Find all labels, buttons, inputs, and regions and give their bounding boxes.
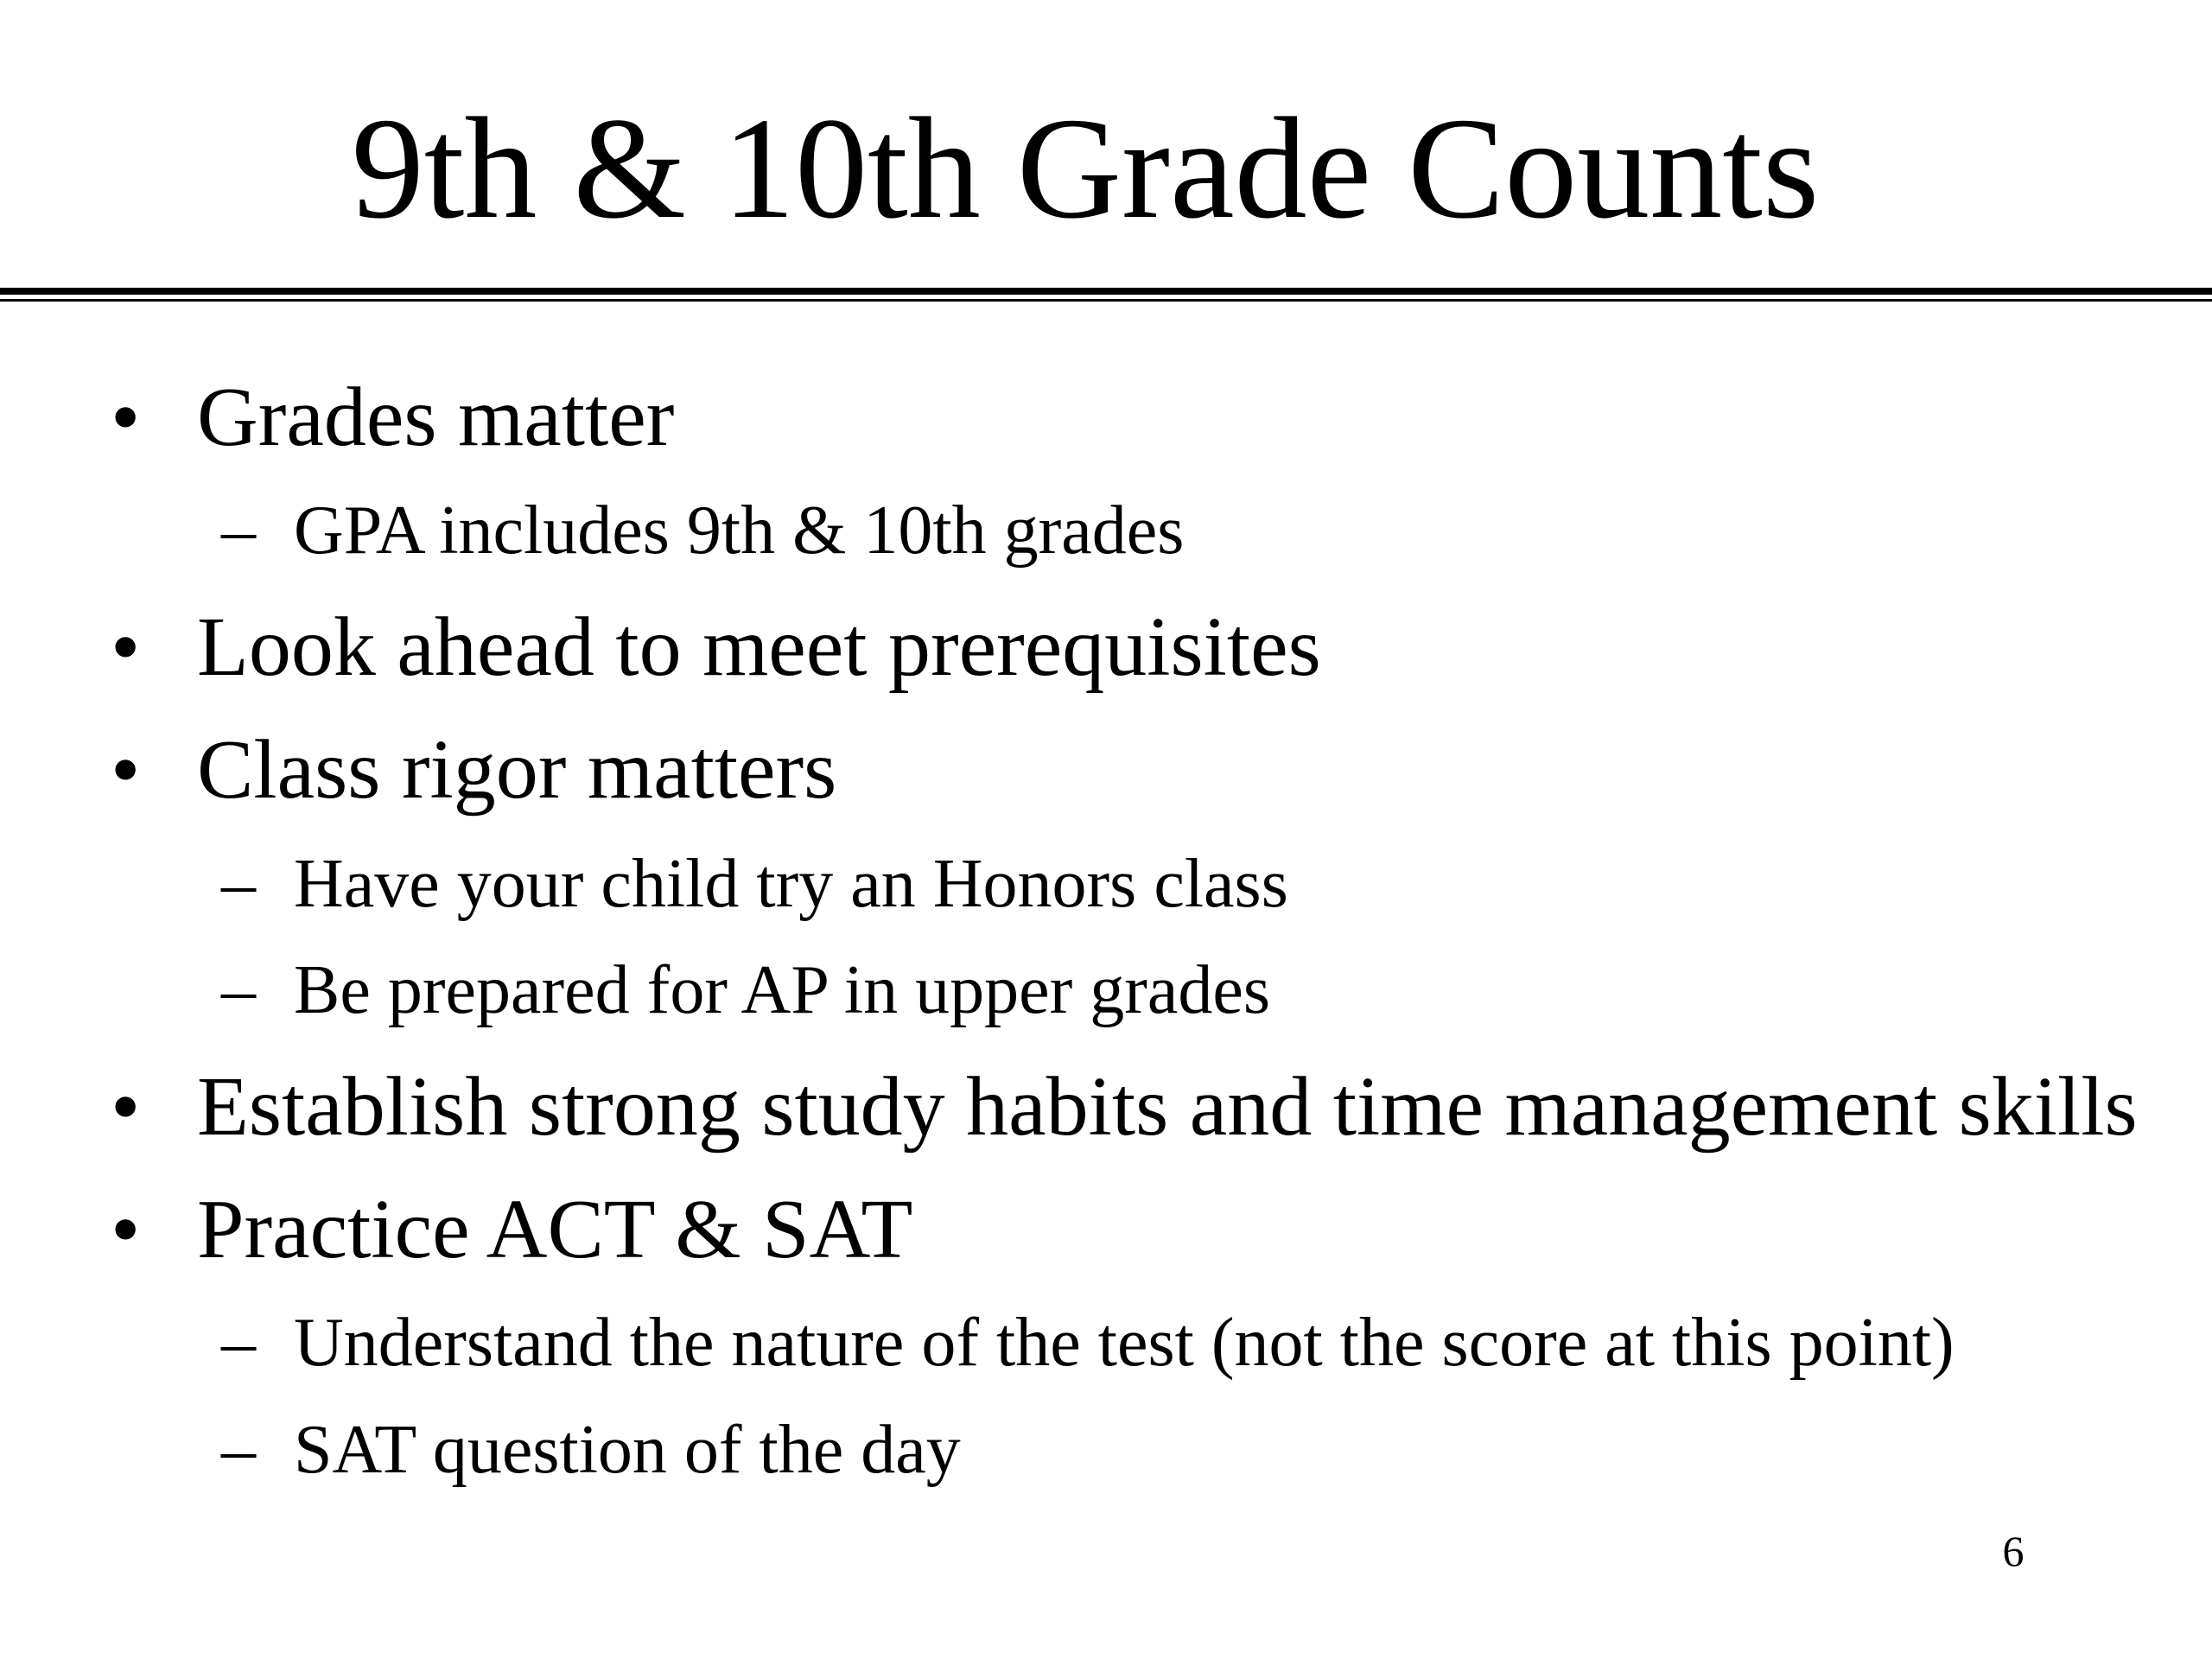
sub-bullet-text: SAT question of the day — [294, 1412, 961, 1488]
sub-bullet-text: GPA includes 9th & 10th grades — [294, 493, 1185, 569]
bullet-marker: • — [111, 601, 141, 694]
bullet-marker: • — [111, 1060, 141, 1154]
bullet-text: Look ahead to meet prerequisites — [197, 601, 1321, 694]
bullet-text: Practice ACT & SAT — [197, 1183, 913, 1276]
sub-bullet-marker: – — [221, 952, 256, 1028]
sub-bullet-text: Have your child try an Honors class — [294, 846, 1288, 922]
bullet-marker: • — [111, 371, 141, 464]
bullet-marker: • — [111, 1183, 141, 1276]
sub-bullet-text: Understand the nature of the test (not the score at this point) — [294, 1305, 1955, 1381]
sub-bullet-marker: – — [221, 846, 256, 922]
slide-title: 9th & 10th Grade Counts — [351, 88, 1820, 249]
sub-bullet-marker: – — [221, 1412, 256, 1488]
page-number: 6 — [2002, 1527, 2024, 1575]
bullet-text: Grades matter — [197, 371, 675, 464]
sub-bullet-marker: – — [221, 493, 256, 569]
bullet-text: Class rigor matters — [197, 723, 837, 817]
bullet-text: Establish strong study habits and time management skills — [197, 1060, 2138, 1154]
sub-bullet-marker: – — [221, 1305, 256, 1381]
sub-bullet-text: Be prepared for AP in upper grades — [294, 952, 1270, 1028]
bullet-marker: • — [111, 723, 141, 817]
